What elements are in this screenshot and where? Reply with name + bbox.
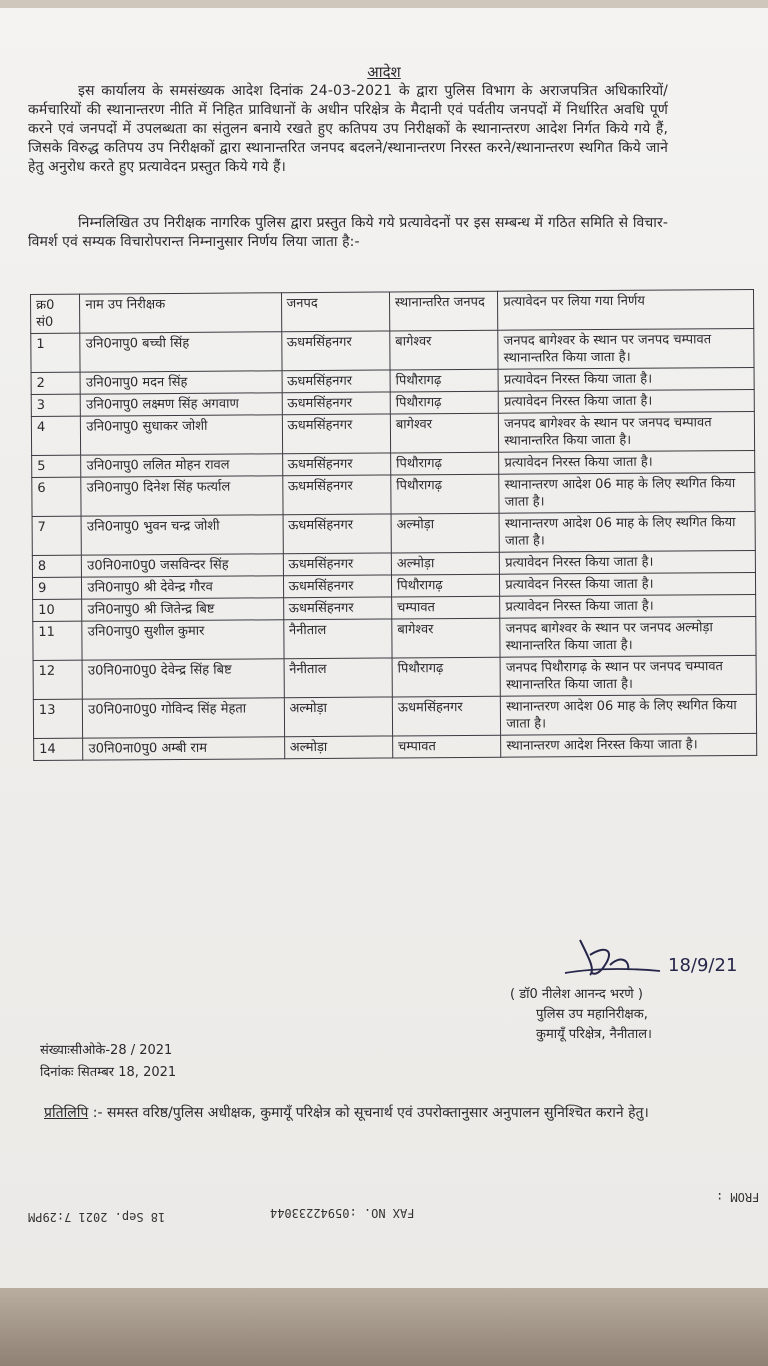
cell-transferred-district: पिथौरागढ़: [390, 391, 499, 414]
cell-transferred-district: चम्पावत: [392, 596, 501, 619]
cell-transferred-district: अल्मोड़ा: [391, 552, 500, 575]
signature-date: 18/9/21: [668, 955, 738, 976]
cell-district: नैनीताल: [284, 658, 393, 698]
transfer-decisions-table: [30, 289, 757, 761]
cell-decision: स्थानान्तरण आदेश 06 माह के लिए स्थगित किया जाता है।: [499, 472, 755, 513]
cell-serial: 3: [31, 394, 81, 416]
cell-transferred-district: बागेश्वर: [392, 618, 501, 658]
cell-transferred-district: पिथौरागढ़: [391, 452, 500, 475]
table-row: [31, 411, 754, 455]
cell-serial: 4: [31, 416, 81, 455]
signatory-name: ( डॉ0 नीलेश आनन्द भरणे ): [510, 987, 643, 1002]
cell-district: ऊधमसिंहनगर: [281, 331, 390, 371]
cell-transferred-district: अल्मोड़ा: [391, 513, 500, 553]
cell-district: नैनीताल: [283, 619, 392, 659]
cell-officer-name: उनि0नापु0 श्री देवेन्द्र गौरव: [82, 576, 283, 599]
cell-district: अल्मोड़ा: [284, 736, 393, 759]
signatory-office: कुमायूँ परिक्षेत्र, नैनीताल।: [536, 1027, 652, 1042]
cell-serial: 9: [32, 577, 82, 599]
header-district: जनपद: [281, 292, 390, 332]
reference-number: संख्याःसीओके-28 / 2021: [40, 1043, 173, 1058]
cell-district: ऊधमसिंहनगर: [282, 392, 391, 415]
cell-serial: 5: [32, 455, 82, 477]
cell-transferred-district: पिथौरागढ़: [391, 474, 500, 514]
table-row: [32, 472, 755, 516]
desk-background: [0, 1288, 768, 1366]
signature-scribble: [560, 935, 750, 985]
cell-district: अल्मोड़ा: [284, 697, 393, 737]
cell-decision: प्रत्यावेदन निरस्त किया जाता है।: [498, 367, 754, 391]
header-name: नाम उप निरीक्षक: [80, 293, 281, 333]
cell-decision: स्थानान्तरण आदेश 06 माह के लिए स्थगित किया जाता है।: [499, 511, 755, 552]
cell-officer-name: उ0नि0ना0पु0 अम्बी राम: [83, 737, 284, 760]
header-decision: प्रत्यावेदन पर लिया गया निर्णय: [498, 289, 754, 330]
copy-text: :- समस्त वरिष्ठ/पुलिस अधीक्षक, कुमायूँ परिक्षेत्र को सूचनार्थ एवं उपरोक्तानुसार अनुपालन सुनिश्चित कराने हेतु।: [92, 1105, 649, 1121]
header-serial: क्र0 सं0: [31, 294, 81, 333]
fax-number: FAX NO. :05942233044: [270, 1206, 415, 1220]
cell-district: ऊधमसिंहनगर: [282, 453, 391, 476]
cell-transferred-district: पिथौरागढ़: [390, 369, 499, 392]
cell-officer-name: उनि0नापु0 श्री जितेन्द्र बिष्ट: [82, 598, 283, 621]
cell-officer-name: उनि0नापु0 बच्ची सिंह: [80, 332, 281, 372]
cell-serial: 8: [32, 555, 82, 577]
cell-district: ऊधमसिंहनगर: [283, 575, 392, 598]
table-row: [32, 511, 755, 555]
cell-transferred-district: पिथौरागढ़: [391, 574, 500, 597]
cell-decision: स्थानान्तरण आदेश निरस्त किया जाता है।: [501, 733, 757, 757]
order-paragraph-1: इस कार्यालय के समसंख्यक आदेश दिनांक 24-03-2021 के द्वारा पुलिस विभाग के अराजपत्रित अधिकारियों/कर्मचारियों की स्थानान्तरण नीति में निहित प्राविधानों के अधीन परिक्षेत्र के मैदानी एवं पर्वतीय जनपदों में निर्धारित अवधि पूर्ण करने एवं जनपदों में उपलब्धता का संतुलन बनाये रखते हुए कतिपय उप निरीक्षकों के स्थानान्तरण आदेश निर्गत किये गये हैं, जिसके विरुद्ध कतिपय उप निरीक्षकों द्वारा स्थानान्तरित जनपद बदलने/स्थानान्तरण निरस्त करने/स्थानान्तरण स्थगित किये जाने हेतु अनुरोध करते हुए प्रत्यावेदन प्रस्तुत किये गये हैं।: [28, 83, 668, 175]
cell-decision: प्रत्यावेदन निरस्त किया जाता है।: [499, 450, 755, 474]
cell-serial: 14: [34, 738, 84, 760]
cell-district: ऊधमसिंहनगर: [282, 414, 391, 454]
table-row: [33, 616, 756, 660]
cell-serial: 1: [31, 333, 81, 372]
cell-serial: 11: [33, 621, 83, 660]
fax-header-strip: [0, 1190, 768, 1230]
cell-decision: जनपद बागेश्वर के स्थान पर जनपद अल्मोड़ा स्थानान्तरित किया जाता है।: [500, 616, 756, 657]
cell-serial: 10: [33, 599, 83, 621]
cell-officer-name: उनि0नापु0 सुधाकर जोशी: [81, 415, 282, 455]
cell-transferred-district: बागेश्वर: [390, 413, 499, 453]
order-paragraph-2: निम्नलिखित उप निरीक्षक नागरिक पुलिस द्वारा प्रस्तुत किये गये प्रत्यावेदनों पर इस सम्बन्ध में गठित समिति से विचार-विमर्श एवं सम्यक विचारोपरान्त निम्नानुसार निर्णय लिया जाता है:-: [28, 215, 668, 250]
cell-officer-name: उनि0नापु0 मदन सिंह: [80, 371, 281, 394]
cell-decision: जनपद पिथौरागढ़ के स्थान पर जनपद चम्पावत स्थानान्तरित किया जाता है।: [500, 655, 756, 696]
cell-district: ऊधमसिंहनगर: [282, 475, 391, 515]
fax-from: FROM :: [716, 1190, 760, 1204]
cell-officer-name: उ0नि0ना0पु0 गोविन्द सिंह मेहता: [83, 698, 284, 738]
cell-decision: स्थानान्तरण आदेश 06 माह के लिए स्थगित किया जाता है।: [501, 694, 757, 735]
cell-serial: 13: [33, 699, 83, 738]
signatory-block: [510, 985, 750, 1045]
cell-serial: 12: [33, 660, 83, 699]
cell-decision: जनपद बागेश्वर के स्थान पर जनपद चम्पावत स्थानान्तरित किया जाता है।: [498, 328, 754, 369]
cell-decision: जनपद बागेश्वर के स्थान पर जनपद चम्पावत स्थानान्तरित किया जाता है।: [499, 411, 755, 452]
cell-officer-name: उ0नि0ना0पु0 देवेन्द्र सिंह बिष्ट: [82, 659, 283, 699]
cell-transferred-district: बागेश्वर: [390, 330, 499, 370]
cell-officer-name: उनि0नापु0 दिनेश सिंह फर्त्याल: [81, 476, 282, 516]
cell-transferred-district: पिथौरागढ़: [392, 657, 501, 697]
copy-to-block: [44, 1102, 734, 1124]
reference-date: दिनांकः सितम्बर 18, 2021: [40, 1065, 177, 1080]
document-title: आदेश: [367, 63, 401, 81]
cell-serial: 7: [32, 516, 82, 555]
cell-decision: प्रत्यावेदन निरस्त किया जाता है।: [500, 594, 756, 618]
cell-transferred-district: ऊधमसिंहनगर: [392, 696, 501, 736]
cell-officer-name: उनि0नापु0 लक्ष्मण सिंह अगवाण: [81, 393, 282, 416]
cell-officer-name: उनि0नापु0 भुवन चन्द्र जोशी: [81, 515, 282, 555]
cell-decision: प्रत्यावेदन निरस्त किया जाता है।: [500, 550, 756, 574]
cell-officer-name: उनि0नापु0 ललित मोहन रावल: [81, 454, 282, 477]
cell-district: ऊधमसिंहनगर: [282, 370, 391, 393]
table-row: [34, 733, 757, 760]
signatory-designation: पुलिस उप महानिरीक्षक,: [536, 1007, 648, 1022]
cell-transferred-district: चम्पावत: [393, 735, 502, 758]
fax-datetime: 18 Sep. 2021 7:29PM: [28, 1210, 166, 1224]
table-row: [33, 694, 756, 738]
table-row: [31, 328, 754, 372]
cell-decision: प्रत्यावेदन निरस्त किया जाता है।: [500, 572, 756, 596]
cell-district: ऊधमसिंहनगर: [283, 514, 392, 554]
table-row: [33, 655, 756, 699]
header-transferred-district: स्थानान्तरित जनपद: [389, 291, 498, 331]
table-header-row: [31, 289, 754, 333]
cell-district: ऊधमसिंहनगर: [283, 553, 392, 576]
cell-district: ऊधमसिंहनगर: [283, 597, 392, 620]
cell-officer-name: उ0नि0ना0पु0 जसविन्दर सिंह: [82, 554, 283, 577]
cell-officer-name: उनि0नापु0 सुशील कुमार: [82, 620, 283, 660]
reference-block: [40, 1040, 176, 1084]
cell-serial: 6: [32, 477, 82, 516]
cell-serial: 2: [31, 372, 81, 394]
copy-label: प्रतिलिपि: [44, 1105, 89, 1121]
cell-decision: प्रत्यावेदन निरस्त किया जाता है।: [499, 389, 755, 413]
